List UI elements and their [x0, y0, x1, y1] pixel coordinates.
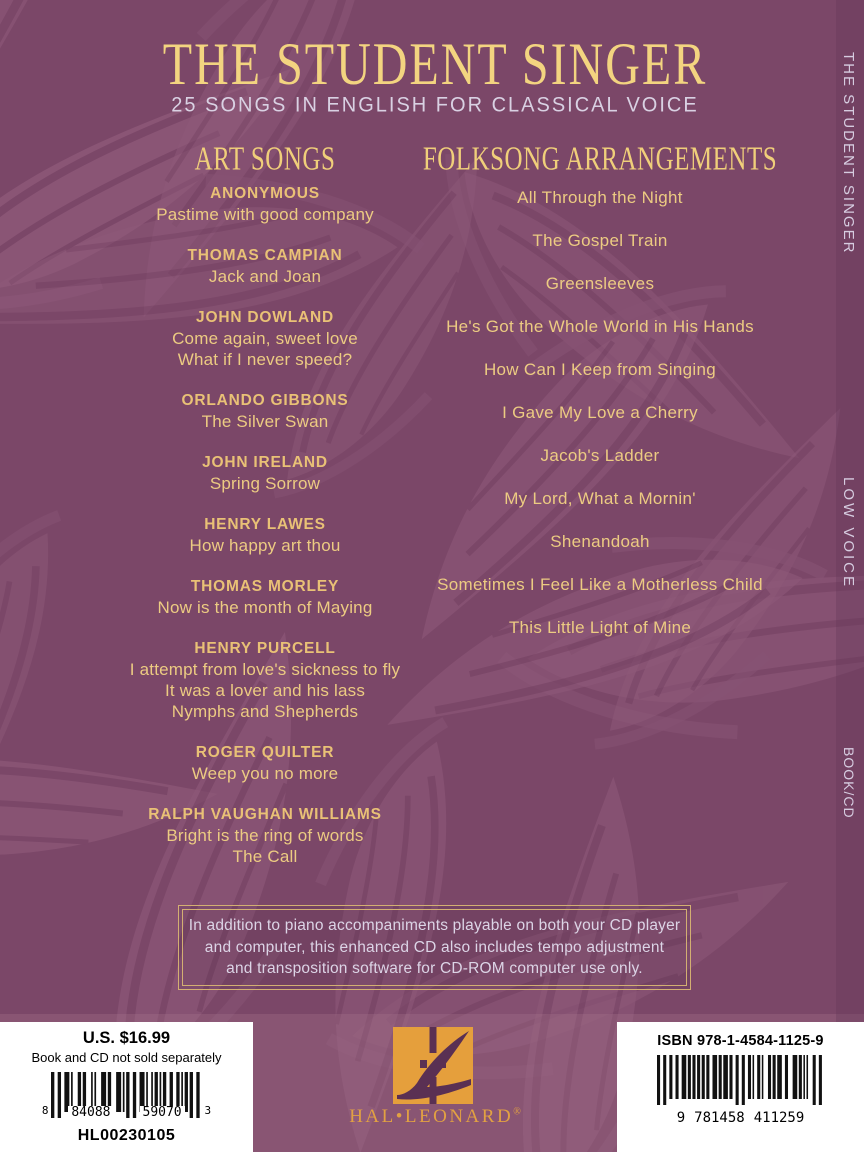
art-song-entry — [85, 183, 445, 225]
upc-right-digit: 3 — [204, 1104, 212, 1117]
art-songs-list — [85, 183, 445, 887]
song-title: Bright is the ring of words — [166, 826, 364, 845]
price-label: U.S. $16.99 — [82, 1029, 171, 1047]
folksong-title: Jacob's Ladder — [540, 446, 660, 465]
composer-name: JOHN IRELAND — [202, 454, 328, 471]
art-song-entry — [85, 245, 445, 287]
art-song-entry — [85, 452, 445, 494]
publisher-brand-text: HAL•LEONARD — [349, 1106, 514, 1127]
song-title: I attempt from love's sickness to fly — [129, 660, 401, 679]
song-title: It was a lover and his lass — [164, 681, 366, 700]
folksong-list — [420, 187, 780, 660]
art-song-entry — [85, 742, 445, 784]
isbn-number: ISBN 978-1-4584-1125-9 — [657, 1033, 824, 1049]
folksong-title: Greensleeves — [545, 274, 655, 293]
folksong-title: Shenandoah — [550, 532, 650, 551]
folksong-title: Sometimes I Feel Like a Motherless Child — [437, 575, 763, 594]
isbn-panel — [617, 1022, 864, 1152]
folksong-heading: FOLKSONG ARRANGEMENTS — [422, 141, 778, 178]
art-song-entry — [85, 514, 445, 556]
ean-left-digit: 9 — [676, 1110, 686, 1126]
price-panel — [0, 1022, 253, 1152]
page-title: THE STUDENT SINGER — [162, 31, 708, 99]
upc-left-digit: 8 — [41, 1104, 49, 1117]
composer-name: HENRY PURCELL — [194, 640, 336, 657]
song-title: Come again, sweet love — [172, 329, 358, 348]
upc-digits-group-2: 59070 — [140, 1106, 185, 1119]
folksong-title: This Little Light of Mine — [508, 618, 692, 637]
logo-h-slot-bottom — [430, 1077, 437, 1104]
song-title: What if I never speed? — [177, 350, 353, 369]
song-title: Jack and Joan — [208, 267, 322, 286]
page-subtitle: 25 SONGS IN ENGLISH FOR CLASSICAL VOICE — [171, 93, 699, 117]
logo-h-slot-top — [430, 1027, 437, 1053]
song-title: Nymphs and Shepherds — [171, 702, 359, 721]
composer-name: HENRY LAWES — [204, 516, 326, 533]
art-song-entry — [85, 804, 445, 867]
composer-name: ORLANDO GIBBONS — [181, 392, 349, 409]
song-title: Spring Sorrow — [209, 474, 321, 493]
art-song-entry — [85, 576, 445, 618]
spine-title: THE STUDENT SINGER — [840, 52, 857, 255]
composer-name: THOMAS CAMPIAN — [187, 247, 343, 264]
song-title: How happy art thou — [189, 536, 341, 555]
art-songs-heading: ART SONGS — [194, 141, 336, 178]
logo-h-notch-left — [420, 1060, 427, 1068]
ean-barcode — [657, 1055, 825, 1105]
composer-name: RALPH VAUGHAN WILLIAMS — [148, 806, 382, 823]
song-title: The Call — [232, 847, 298, 866]
cd-note-text — [182, 909, 687, 986]
logo-h-notch-right — [439, 1060, 446, 1068]
song-title: Weep you no more — [191, 764, 339, 783]
spine-voice-type: LOW VOICE — [840, 477, 857, 590]
song-title: The Silver Swan — [201, 412, 329, 431]
folksong-title: How Can I Keep from Singing — [483, 360, 717, 379]
spine-format: BOOK/CD — [841, 747, 857, 819]
composer-name: THOMAS MORLEY — [190, 578, 340, 595]
ean-digits — [617, 1111, 864, 1126]
folksong-title: All Through the Night — [517, 188, 683, 207]
composer-name: JOHN DOWLAND — [196, 309, 334, 326]
composer-name: ROGER QUILTER — [195, 744, 335, 761]
folksong-title: The Gospel Train — [532, 231, 668, 250]
ean-digits-group-2: 411259 — [753, 1110, 805, 1126]
cd-note-box — [178, 905, 691, 990]
publisher-name — [323, 1106, 547, 1128]
folksong-title: My Lord, What a Mornin' — [504, 489, 696, 508]
art-song-entry — [85, 638, 445, 722]
upc-digits-group-1: 84088 — [68, 1106, 113, 1119]
registered-mark: ® — [513, 1106, 521, 1118]
art-song-entry — [85, 390, 445, 432]
folksong-title: I Gave My Love a Cherry — [502, 403, 698, 422]
price-note: Book and CD not sold separately — [31, 1050, 222, 1065]
cd-note-line: and transposition software for CD-ROM computer use only. — [226, 960, 643, 978]
song-title: Now is the month of Maying — [157, 598, 373, 617]
art-song-entry — [85, 307, 445, 370]
catalog-number: HL00230105 — [77, 1127, 176, 1144]
folksong-title: He's Got the Whole World in His Hands — [446, 317, 754, 336]
cd-note-line: and computer, this enhanced CD also includes tempo adjustment — [204, 938, 665, 956]
ean-digits-group-1: 781458 — [694, 1110, 745, 1126]
song-title: Pastime with good company — [156, 205, 374, 224]
composer-name: ANONYMOUS — [210, 185, 320, 202]
hal-leonard-logo — [393, 1027, 473, 1104]
cd-note-line: In addition to piano accompaniments playable on both your CD player — [188, 917, 681, 935]
